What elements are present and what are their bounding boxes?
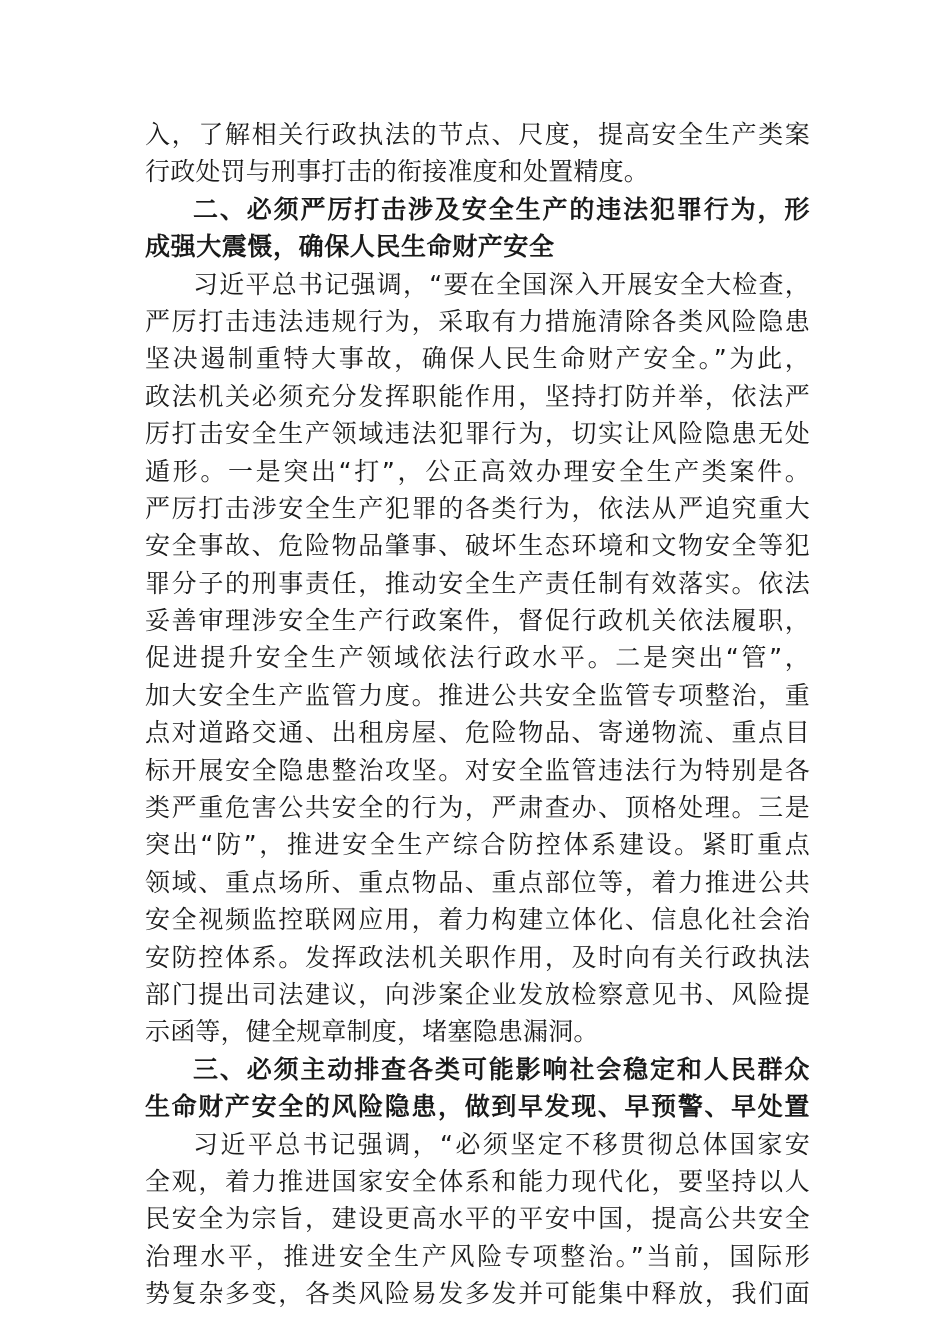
- paragraph-line: 民安全为宗旨，建设更高水平的平安中国，提高公共安全: [145, 1204, 810, 1234]
- document-body: [145, 116, 810, 1313]
- paragraph-line: 点对道路交通、出租房屋、危险物品、寄递物流、重点目: [145, 718, 810, 748]
- paragraph-line: 坚决遏制重特大事故，确保人民生命财产安全。”为此，: [145, 344, 810, 374]
- paragraph-line: 政法机关必须充分发挥职能作用，坚持打防并举，依法严: [145, 381, 810, 411]
- paragraph-line: 突出“防”，推进安全生产综合防控体系建设。紧盯重点: [145, 830, 810, 860]
- paragraph-line: 安全事故、危险物品肇事、破坏生态环境和文物安全等犯: [145, 531, 810, 561]
- paragraph-line: 罪分子的刑事责任，推动安全生产责任制有效落实。依法: [145, 568, 810, 598]
- paragraph-line: 部门提出司法建议，向涉案企业发放检察意见书、风险提: [145, 979, 810, 1009]
- section-heading-line: 二、必须严厉打击涉及安全生产的违法犯罪行为，形: [193, 194, 810, 224]
- section-heading-line: 生命财产安全的风险隐患，做到早发现、早预警、早处置: [145, 1092, 810, 1122]
- paragraph-line: 遁形。一是突出“打”，公正高效办理安全生产类案件。: [145, 456, 810, 486]
- paragraph-line: 类严重危害公共安全的行为，严肃查办、顶格处理。三是: [145, 793, 810, 823]
- paragraph-line: 入，了解相关行政执法的节点、尺度，提高安全生产类案: [145, 120, 810, 149]
- paragraph-line: 加大安全生产监管力度。推进公共安全监管专项整治，重: [145, 680, 810, 710]
- section-heading-line: 三、必须主动排查各类可能影响社会稳定和人民群众: [193, 1054, 810, 1084]
- paragraph-line: 安防控体系。发挥政法机关职作用，及时向有关行政执法: [145, 942, 810, 972]
- paragraph-line: 势复杂多变，各类风险易发多发并可能集中释放，我们面: [145, 1279, 810, 1309]
- paragraph-line: 严厉打击涉安全生产犯罪的各类行为，依法从严追究重大: [145, 493, 810, 523]
- paragraph-line: 习近平总书记强调，“要在全国深入开展安全大检查，: [193, 269, 810, 299]
- paragraph-line: 全观，着力推进国家安全体系和能力现代化，要坚持以人: [145, 1166, 810, 1196]
- paragraph-line: 标开展安全隐患整治攻坚。对安全监管违法行为特别是各: [145, 755, 810, 785]
- paragraph-line: 领域、重点场所、重点物品、重点部位等，着力推进公共: [145, 867, 810, 897]
- paragraph-line: 厉打击安全生产领域违法犯罪行为，切实让风险隐患无处: [145, 419, 810, 449]
- section-heading-line: 成强大震慑，确保人民生命财产安全: [145, 232, 555, 262]
- paragraph-line: 安全视频监控联网应用，着力构建立体化、信息化社会治: [145, 905, 810, 935]
- paragraph-line: 习近平总书记强调，“必须坚定不移贯彻总体国家安: [193, 1129, 810, 1159]
- paragraph-line: 示函等，健全规章制度，堵塞隐患漏洞。: [145, 1017, 599, 1047]
- paragraph-line: 妥善审理涉安全生产行政案件，督促行政机关依法履职，: [145, 606, 810, 636]
- paragraph-line: 治理水平，推进安全生产风险专项整治。”当前，国际形: [145, 1241, 810, 1271]
- paragraph-line: 严厉打击违法违规行为，采取有力措施清除各类风险隐患: [145, 306, 810, 336]
- paragraph-line: 促进提升安全生产领域依法行政水平。二是突出“管”，: [145, 643, 810, 673]
- paragraph-line: 行政处罚与刑事打击的衔接准度和处置精度。: [145, 157, 650, 187]
